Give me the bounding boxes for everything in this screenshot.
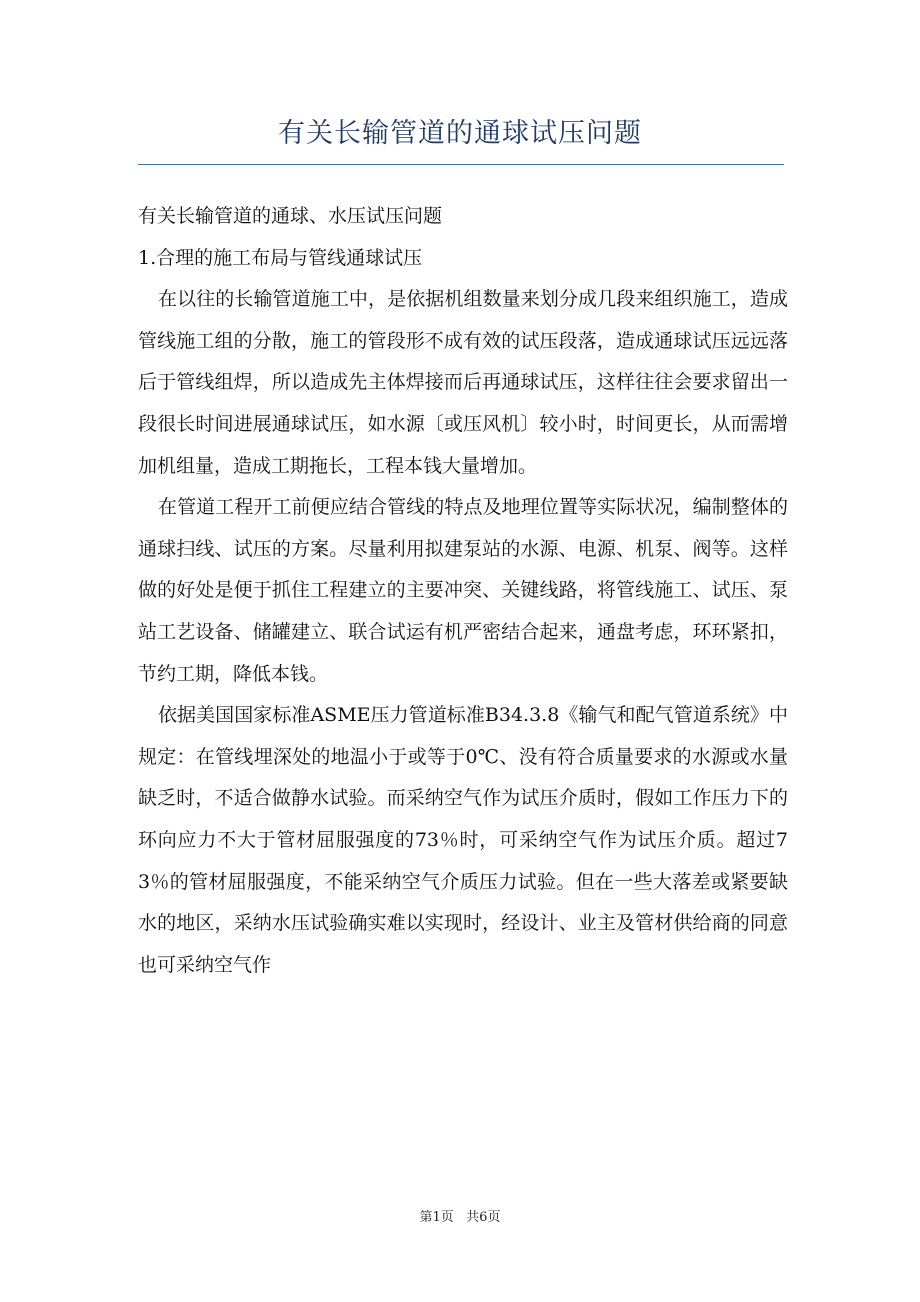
paragraph-2: 在管道工程开工前便应结合管线的特点及地理位置等实际状况，编制整体的通球扫线、试压的方案。尽量利用拟建泵站的水源、电源、机泵、阀等。这样做的好处是便于抓住工程建立的主要冲突、关键线路，将管线施工、试压、泵站工艺设备、储罐建立、联合试运有机严密结合起来，通盘考虑，环环紧扣，节约工期，降低本钱。 xyxy=(138,496,788,685)
document-subtitle: 有关长输管道的通球、水压试压问题 xyxy=(138,205,443,227)
section-heading: 1.合理的施工布局与管线通球试压 xyxy=(138,246,423,269)
title-underline xyxy=(138,164,784,165)
page-footer: 第1页 共6页 xyxy=(419,1210,501,1225)
paragraph-1: 在以往的长输管道施工中，是依据机组数量来划分成几段来组织施工，造成管线施工组的分散，施工的管段形不成有效的试压段落，造成通球试压远远落后于管线组焊，所以造成先主体焊接而后再通球试压，这样往往会要求留出一段很长时间进展通球试压，如水源〔或压风机〕较小时，时间更长，从而需增加机组量，造成工期拖长，工程本钱大量增加。 xyxy=(138,288,788,477)
document-title: 有关长输管道的通球试压问题 xyxy=(278,118,642,149)
document-body xyxy=(138,196,788,986)
paragraph-3: 依据美国国家标准ASME压力管道标准B34.3.8《输气和配气管道系统》中规定：在管线埋深处的地温小于或等于0℃、没有符合质量要求的水源或水量缺乏时，不适合做静水试验。而采纳空气作为试压介质时，假如工作压力下的环向应力不大于管材屈服强度的73％时，可采纳空气作为试压介质。超过73％的管材屈服强度，不能采纳空气介质压力试验。但在一些大落差或紧要缺水的地区，采纳水压试验确实难以实现时，经设计、业主及管材供给商的同意也可采纳空气作 xyxy=(138,704,788,976)
